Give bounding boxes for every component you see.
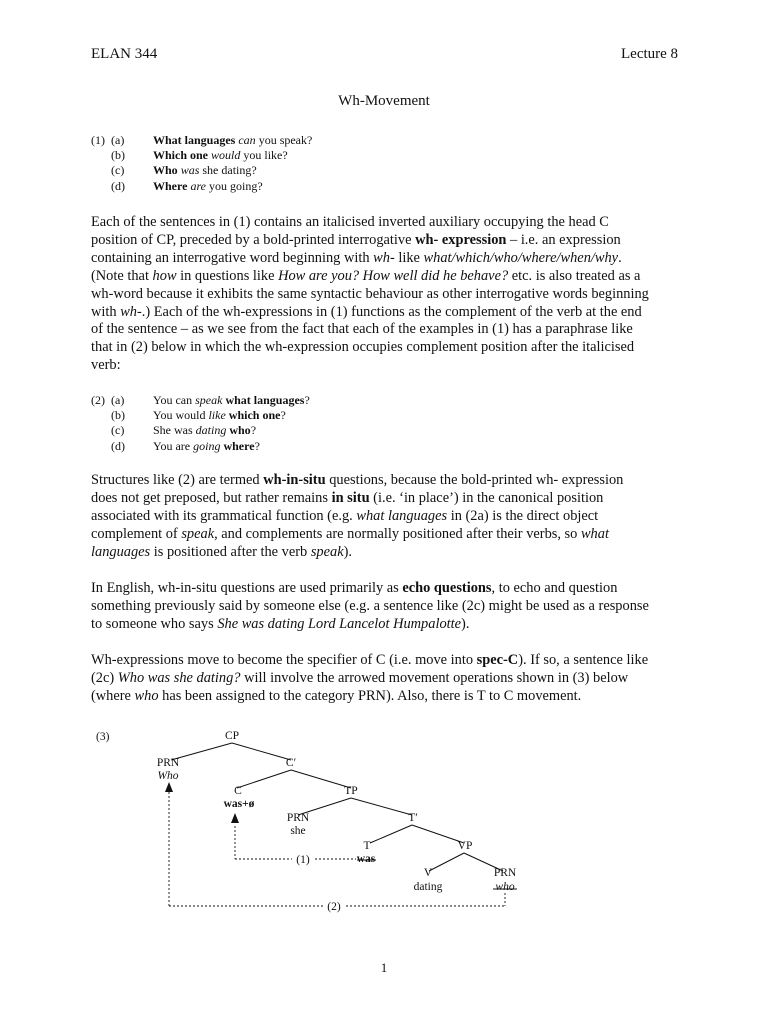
example-label: (b): [111, 408, 125, 423]
text-run: will involve the arrowed movement operations shown in (3) below: [240, 669, 629, 686]
text-run: ).: [343, 543, 352, 560]
text-run: ). If so, a sentence like: [518, 652, 649, 668]
text-run: questions, because the bold-printed wh- expression: [325, 472, 624, 488]
text-run: position of CP, preceded by a bold-printed interrogative: [91, 231, 416, 248]
text-run: In English, wh-in-situ questions are used primarily as: [91, 580, 403, 596]
node-cp: CP: [224, 730, 240, 742]
italic-verb: dating: [195, 423, 227, 438]
italic-term: How are you? How well did he behave?: [278, 267, 509, 284]
paragraph-line: of the sentence – as we see from the fact that each of the examples in (1) has a paraphrase like: [91, 321, 633, 338]
movement-2-label: (2): [327, 901, 341, 913]
arrowhead-up: [165, 782, 173, 792]
bold-term: wh- expression: [415, 231, 507, 248]
node-tp: TP: [344, 785, 358, 797]
paragraph-2: [91, 472, 681, 562]
text-run: to someone who says: [91, 615, 218, 632]
branch-cbar-c: [237, 770, 291, 788]
node-cbar: C′: [285, 757, 297, 769]
text-run: You can: [153, 393, 196, 407]
lecture-number: Lecture 8: [621, 46, 679, 62]
node-c: C: [234, 785, 242, 797]
word-was-null: was+ø: [223, 798, 255, 810]
node-t: T: [363, 840, 371, 852]
example-1-row-c: [91, 163, 312, 178]
wh-expression: Who: [153, 163, 178, 178]
sentence-rest: you going?: [206, 178, 263, 193]
text-run: (2c): [91, 669, 118, 686]
italic-verb: like: [208, 408, 226, 423]
text-run: – i.e. an expression: [506, 231, 621, 248]
paragraph-line: verb:: [91, 357, 121, 374]
word-who-trace: who: [495, 881, 515, 893]
paragraph-line: something previously said by someone else (e.g. a sentence like (2c) might be used as a response: [91, 597, 649, 614]
paragraph-3: [91, 580, 681, 634]
page-title: Wh-Movement: [338, 93, 430, 109]
example-label: (b): [111, 148, 125, 163]
example-label: (d): [111, 438, 125, 453]
example-label: (a): [111, 393, 125, 407]
word-she: she: [290, 825, 306, 837]
example-1-row-a: [91, 133, 312, 148]
text-run: .: [618, 249, 622, 266]
example-1-row-d: [91, 179, 312, 194]
node-vp: VP: [457, 840, 473, 852]
inverted-auxiliary: was: [180, 163, 200, 178]
italic-term: languages: [91, 543, 151, 560]
bold-term: in situ: [331, 489, 370, 506]
bold-term: echo questions: [402, 580, 492, 596]
italic-term: speak: [181, 525, 215, 542]
bold-term: spec-C: [476, 652, 519, 668]
inverted-auxiliary: are: [190, 178, 206, 193]
movement-lines: [169, 792, 505, 906]
branch-tbar-t: [370, 825, 412, 843]
node-tbar: T′: [408, 812, 418, 824]
paragraph-line: Each of the sentences in (1) contains an italicised inverted auxiliary occupying the head C: [91, 214, 609, 230]
example-2-row-b: [91, 408, 310, 423]
example-number: (3): [96, 731, 110, 743]
italic-term: how: [152, 267, 177, 284]
example-2-row-d: [91, 439, 310, 454]
sentence-rest: you like?: [240, 148, 288, 163]
text-run: (where: [91, 687, 135, 704]
word-was-trace: was: [356, 853, 376, 865]
text-run: , to echo and question: [491, 580, 618, 596]
italic-term: She was dating Lord Lancelot Humpalotte: [217, 615, 462, 632]
italic-term: what languages: [356, 507, 448, 524]
text-run: ?: [280, 408, 286, 423]
example-label: (c): [111, 423, 125, 438]
text-run: Structures like (2) are termed: [91, 472, 264, 488]
example-number: (1): [91, 133, 105, 147]
example-label: (a): [111, 133, 125, 147]
paragraph-1: [91, 214, 681, 375]
italic-term: wh-: [373, 249, 395, 266]
inverted-auxiliary: can: [238, 133, 256, 147]
inverted-auxiliary: would: [211, 148, 241, 163]
italic-verb: going: [193, 438, 221, 453]
italic-term: wh-: [120, 303, 142, 320]
italic-verb: speak: [195, 393, 223, 407]
text-run: You are: [153, 438, 194, 453]
text-run: in (2a) is the direct object: [447, 507, 599, 524]
text-run: .) Each of the wh-expressions in (1) functions as the complement of the verb at the end: [141, 303, 642, 320]
wh-expression: which one: [228, 408, 281, 423]
text-run: Wh-expressions move to become the specifier of C (i.e. move into: [91, 652, 477, 668]
example-2-row-a: [91, 393, 310, 408]
node-prn-subject: PRN: [286, 812, 310, 824]
sentence-rest: she dating?: [199, 163, 257, 178]
bold-term: wh-in-situ: [263, 472, 326, 488]
branch-tp-tbar: [351, 798, 412, 815]
node-v: V: [423, 867, 433, 879]
text-run: in questions like: [176, 267, 279, 284]
branch-cbar-tp: [291, 770, 351, 788]
branch-vp-v: [429, 853, 464, 871]
italic-term: what/which/who/where/when/why: [423, 249, 619, 266]
word-who: Who: [157, 770, 179, 782]
text-run: does not get preposed, but rather remains: [91, 489, 332, 506]
syntax-tree: [0, 720, 768, 920]
wh-expression: who: [229, 423, 251, 438]
text-run: ).: [461, 615, 470, 632]
example-2-row-c: [91, 423, 310, 438]
wh-expression: What languages: [153, 133, 236, 147]
branch-cp-prn: [171, 743, 232, 760]
text-run: (Note that: [91, 267, 153, 284]
example-label: (c): [111, 163, 125, 178]
text-run: ?: [250, 423, 257, 438]
text-run: with: [91, 303, 121, 320]
arrowhead-up: [231, 813, 239, 823]
paragraph-line: that in (2) below in which the wh-expression occupies complement position after the italicised: [91, 339, 635, 356]
paragraph-line: wh-word because it exhibits the same syntactic behaviour as other interrogative words beginning: [91, 285, 649, 302]
node-prn-spec: PRN: [156, 757, 180, 769]
text-run: , and complements are normally positioned after their verbs, so: [214, 525, 581, 542]
text-run: is positioned after the verb: [150, 543, 311, 560]
example-label: (d): [111, 178, 125, 193]
node-prn-object: PRN: [493, 867, 517, 879]
example-1-row-b: [91, 148, 312, 163]
movement-1-label: (1): [296, 854, 310, 866]
text-run: containing an interrogative word beginning with: [91, 249, 374, 266]
wh-expression: what languages: [225, 393, 305, 407]
tree-branches: [171, 743, 503, 871]
text-run: etc. is also treated as a: [508, 267, 641, 284]
text-run: She was: [153, 423, 196, 438]
page-number: 1: [380, 960, 388, 975]
text-run: complement of: [91, 525, 182, 542]
text-run: associated with its grammatical function (e.g.: [91, 507, 357, 524]
text-run: You would: [153, 408, 209, 423]
wh-expression: where: [223, 438, 255, 453]
example-number: (2): [91, 393, 105, 407]
wh-expression: Where: [153, 178, 188, 193]
text-run: has been assigned to the category PRN). Also, there is T to C movement.: [158, 687, 582, 704]
text-run: (i.e. ‘in place’) in the canonical position: [369, 489, 604, 506]
word-dating: dating: [413, 881, 443, 893]
branch-cp-cbar: [232, 743, 291, 760]
wh-expression: Which one: [153, 148, 209, 163]
sentence-rest: you speak?: [255, 133, 313, 147]
text-run: like: [394, 249, 424, 266]
example-2: [91, 393, 310, 454]
italic-term: who: [134, 687, 159, 704]
branch-tbar-vp: [412, 825, 464, 843]
course-code: ELAN 344: [91, 46, 158, 62]
paragraph-4: [91, 652, 681, 706]
italic-term: Who was she dating?: [117, 669, 241, 686]
italic-term: speak: [310, 543, 344, 560]
example-1: [91, 133, 312, 194]
text-run: ?: [304, 393, 310, 407]
italic-term: what: [580, 525, 609, 542]
text-run: ?: [254, 438, 260, 453]
